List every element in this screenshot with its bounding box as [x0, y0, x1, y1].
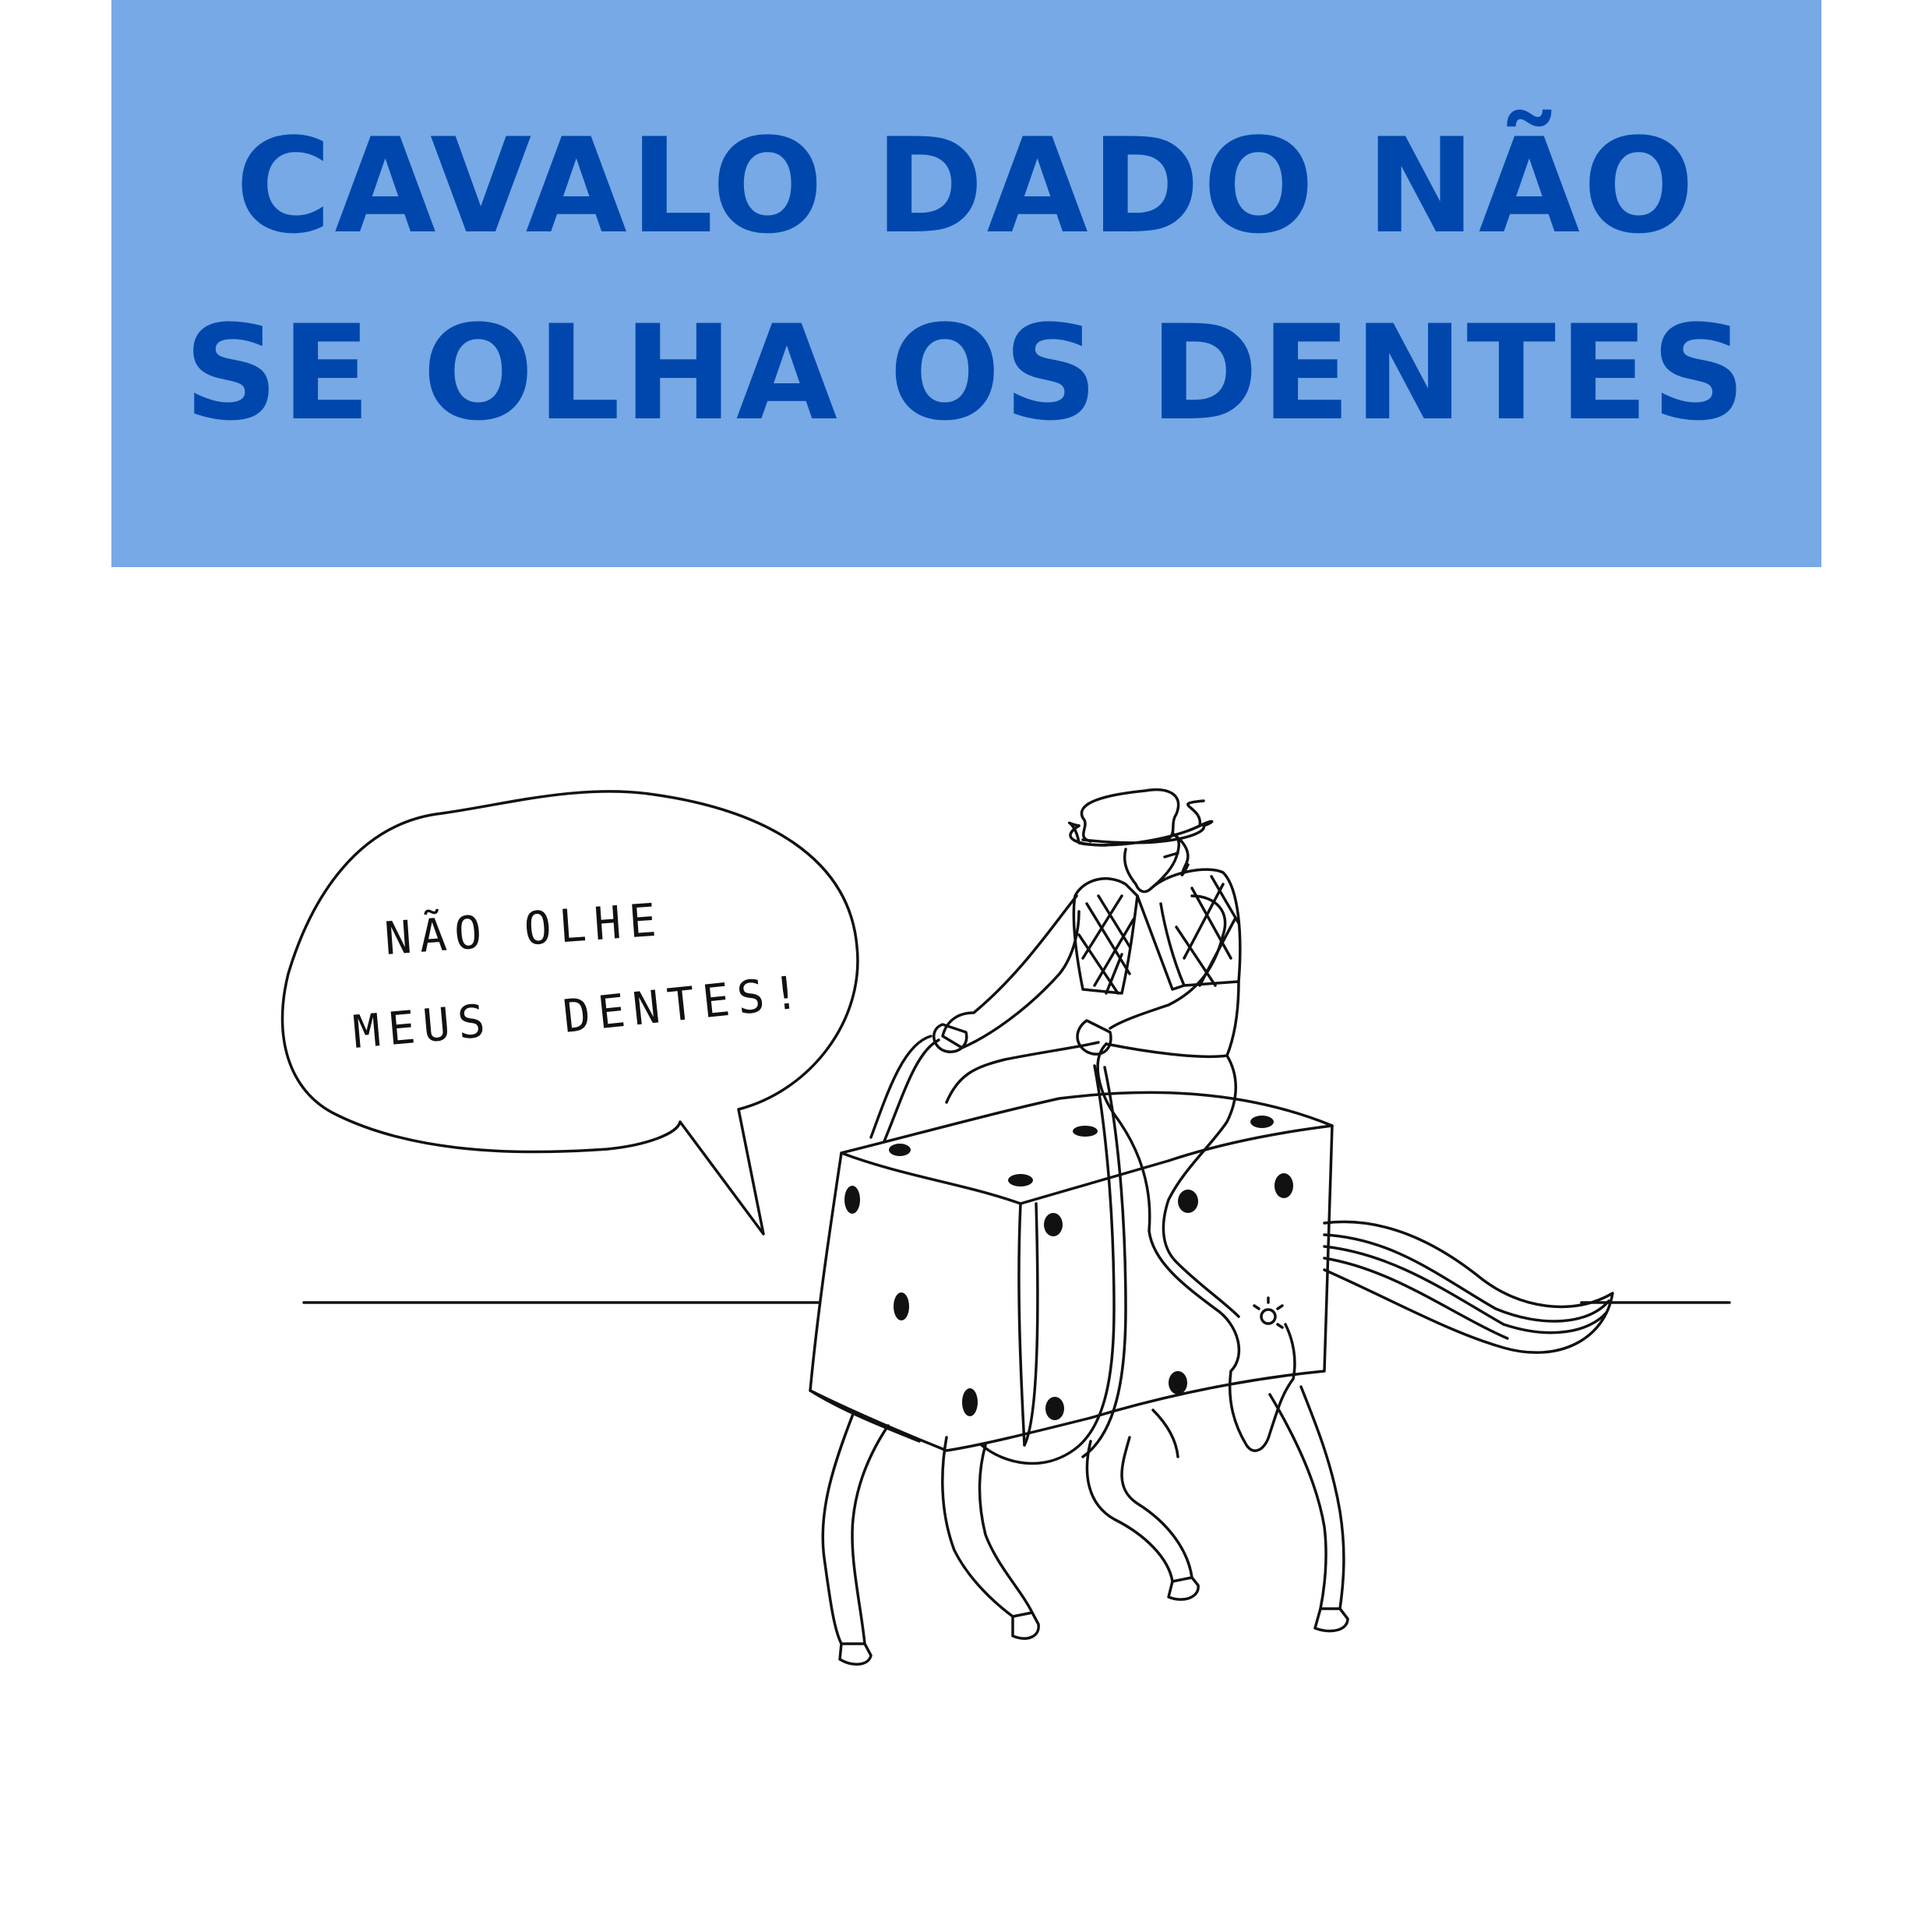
horse-legs — [823, 1387, 1348, 1664]
title-line-1: CAVALO DADO NÃO — [235, 110, 1698, 263]
die-pip — [1169, 1371, 1187, 1394]
speech-text-line-1: NÃO OLHE — [383, 893, 666, 965]
title-banner — [111, 0, 1821, 567]
reins — [871, 1036, 1126, 1464]
horse-tail — [1324, 1222, 1613, 1352]
cowboy-dice-horse-illustration — [0, 567, 1932, 1932]
cowboy-left-arm — [943, 896, 1079, 1048]
die-pip — [962, 1388, 978, 1416]
die-pip — [1008, 1174, 1033, 1186]
die-pip — [1250, 1116, 1274, 1128]
speech-text-line-2a: MEUS — [351, 993, 495, 1059]
die-pip — [889, 1144, 911, 1156]
die-pip — [1274, 1173, 1293, 1198]
die-pip — [1044, 1213, 1063, 1236]
spur-icon — [1261, 1310, 1275, 1324]
speech-text-line-2b: DENTES! — [560, 964, 810, 1043]
die-pip — [1045, 1397, 1064, 1420]
die-pip — [1073, 1126, 1098, 1137]
die-body — [810, 1092, 1332, 1451]
title-line-2: SE OLHA OS DENTES — [184, 297, 1749, 450]
die-pip — [1178, 1190, 1198, 1213]
die-pip — [894, 1292, 909, 1320]
speech-bubble — [283, 791, 858, 1234]
cowboy-hat — [1070, 790, 1212, 845]
die-pip — [844, 1186, 860, 1214]
